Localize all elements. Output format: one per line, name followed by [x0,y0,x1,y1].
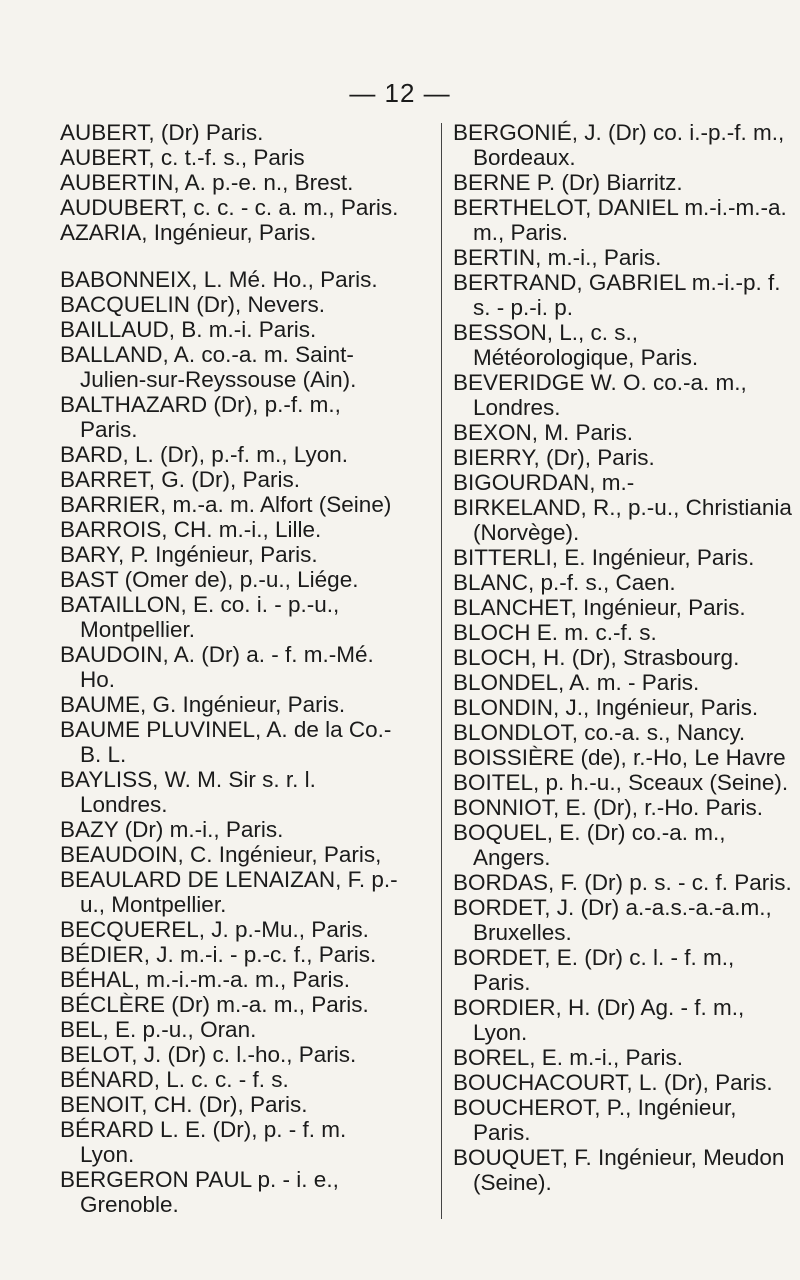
name-entry: BLANCHET, Ingénieur, Paris. [453,595,746,620]
name-entry: BLANC, p.-f. s., Caen. [453,570,676,595]
name-entry: BLOCH, H. (Dr), Strasbourg. [453,645,740,670]
column-divider [441,123,442,1219]
name-entry: BEAULARD DE LENAIZAN, F. p.-u., Montpellier. [60,867,398,917]
name-entry: BÉRARD L. E. (Dr), p. - f. m. Lyon. [60,1117,347,1167]
name-entry: BOUCHEROT, P., Ingénieur, Paris. [453,1095,737,1145]
name-entry: BOQUEL, E. (Dr) co.-a. m., Angers. [453,820,726,870]
name-entry: BORDAS, F. (Dr) p. s. - c. f. Paris. [453,870,792,895]
name-entry: BERTHELOT, DANIEL m.-i.-m.-a. m., Paris. [453,195,787,245]
name-entry: BELOT, J. (Dr) c. l.-ho., Paris. [60,1042,357,1067]
name-entry: BÉNARD, L. c. c. - f. s. [60,1067,289,1092]
name-entry: BIRKELAND, R., p.-u., Christiania (Norvège). [453,495,792,545]
name-entry: BARRET, G. (Dr), Paris. [60,467,301,492]
name-entry: BERGERON PAUL p. - i. e., Grenoble. [60,1167,339,1217]
name-entry: BEXON, M. Paris. [453,420,634,445]
name-entry: BIERRY, (Dr), Paris. [453,445,655,470]
name-entry: BORDET, J. (Dr) a.-a.s.-a.-a.m., Bruxelles. [453,895,772,945]
name-entry: BÉCLÈRE (Dr) m.-a. m., Paris. [60,992,369,1017]
name-entry: BÉDIER, J. m.-i. - p.-c. f., Paris. [60,942,377,967]
name-entry: BALLAND, A. co.-a. m. Saint-Julien-sur-Reyssouse (Ain). [60,342,357,392]
name-entry: BEL, E. p.-u., Oran. [60,1017,257,1042]
name-entry: BERGONIÉ, J. (Dr) co. i.-p.-f. m., Bordeaux. [453,120,785,170]
name-entry: AZARIA, Ingénieur, Paris. [60,220,317,245]
name-entry: BOUCHACOURT, L. (Dr), Paris. [453,1070,773,1095]
name-entry: BARY, P. Ingénieur, Paris. [60,542,318,567]
name-entry: BÉHAL, m.-i.-m.-a. m., Paris. [60,967,351,992]
name-entry: BARRIER, m.-a. m. Alfort (Seine) [60,492,392,517]
name-entry: BOUQUET, F. Ingénieur, Meudon (Seine). [453,1145,785,1195]
name-entry: AUBERT, c. t.-f. s., Paris [60,145,305,170]
name-entry: BLONDEL, A. m. - Paris. [453,670,700,695]
name-entry: BARROIS, CH. m.-i., Lille. [60,517,322,542]
section-gap [60,245,400,267]
name-entry: BAILLAUD, B. m.-i. Paris. [60,317,317,342]
name-entry: BACQUELIN (Dr), Nevers. [60,292,326,317]
name-entry: BOISSIÈRE (de), r.-Ho, Le Havre [453,745,786,770]
name-entry: BOREL, E. m.-i., Paris. [453,1045,684,1070]
name-entry: BAUME PLUVINEL, A. de la Co.-B. L. [60,717,392,767]
left-column [60,120,400,1217]
page-number: — 12 — [349,78,451,108]
name-entry: BECQUEREL, J. p.-Mu., Paris. [60,917,369,942]
name-entry: BLONDLOT, co.-a. s., Nancy. [453,720,746,745]
name-entry: BIGOURDAN, m.- [453,470,635,495]
name-entry: AUBERTIN, A. p.-e. n., Brest. [60,170,354,195]
name-entry: BENOIT, CH. (Dr), Paris. [60,1092,308,1117]
name-entry: BOITEL, p. h.-u., Sceaux (Seine). [453,770,789,795]
name-entry: BERNE P. (Dr) Biarritz. [453,170,683,195]
name-entry: BESSON, L., c. s., Météorologique, Paris. [453,320,699,370]
name-entry: BARD, L. (Dr), p.-f. m., Lyon. [60,442,348,467]
name-entry: BLOCH E. m. c.-f. s. [453,620,657,645]
name-entry: BAYLISS, W. M. Sir s. r. l. Londres. [60,767,316,817]
name-entry: BABONNEIX, L. Mé. Ho., Paris. [60,267,378,292]
name-entry: BORDET, E. (Dr) c. l. - f. m., Paris. [453,945,735,995]
name-entry: AUDUBERT, c. c. - c. a. m., Paris. [60,195,399,220]
name-entry: BAUDOIN, A. (Dr) a. - f. m.-Mé. Ho. [60,642,374,692]
name-entry: BATAILLON, E. co. i. - p.-u., Montpellier. [60,592,340,642]
right-column [453,120,793,1195]
name-entry: BERTIN, m.-i., Paris. [453,245,662,270]
name-entry: BALTHAZARD (Dr), p.-f. m., Paris. [60,392,341,442]
name-entry: BAUME, G. Ingénieur, Paris. [60,692,346,717]
name-entry: BAZY (Dr) m.-i., Paris. [60,817,284,842]
name-entry: BITTERLI, E. Ingénieur, Paris. [453,545,755,570]
name-entry: BLONDIN, J., Ingénieur, Paris. [453,695,759,720]
name-entry: BORDIER, H. (Dr) Ag. - f. m., Lyon. [453,995,745,1045]
name-entry: BAST (Omer de), p.-u., Liége. [60,567,359,592]
name-entry: AUBERT, (Dr) Paris. [60,120,264,145]
name-entry: BEAUDOIN, C. Ingénieur, Paris, [60,842,382,867]
name-entry: BONNIOT, E. (Dr), r.-Ho. Paris. [453,795,764,820]
name-entry: BERTRAND, GABRIEL m.-i.-p. f. s. - p.-i. p. [453,270,781,320]
name-entry: BEVERIDGE W. O. co.-a. m., Londres. [453,370,747,420]
